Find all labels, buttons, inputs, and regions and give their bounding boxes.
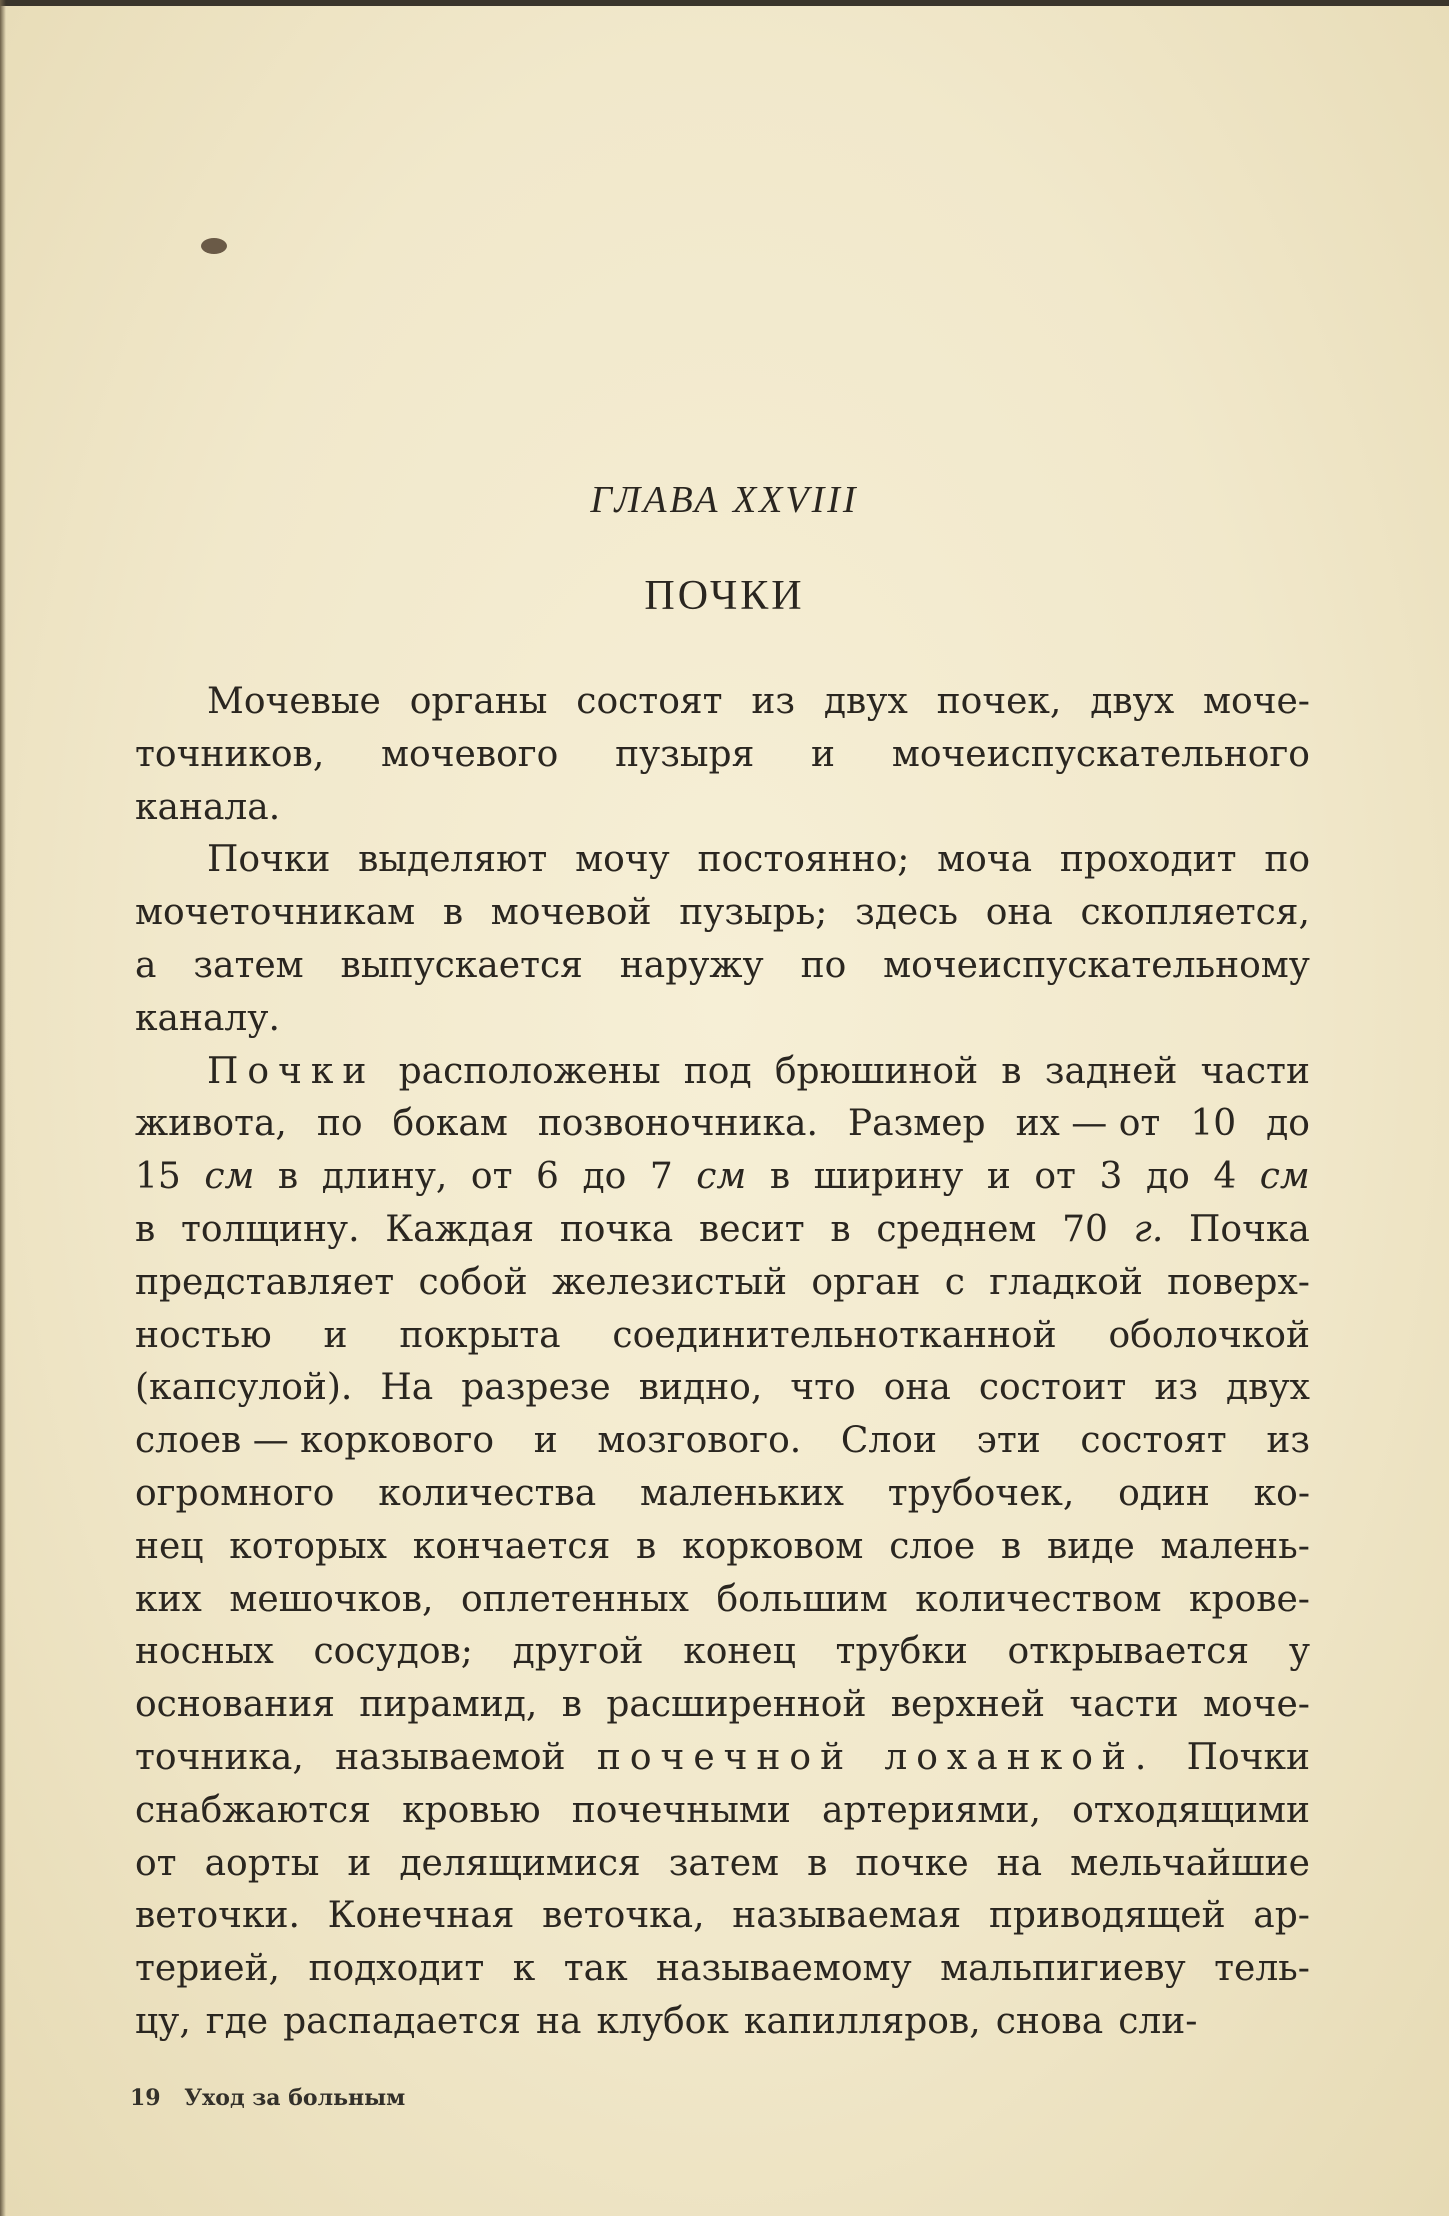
text-line	[135, 1732, 1310, 1785]
text-line	[135, 1838, 1310, 1891]
word: длину,	[321, 1156, 448, 1198]
paragraph	[135, 676, 1310, 834]
word: мельчайшие	[1070, 1842, 1310, 1884]
word: задней	[1044, 1050, 1178, 1092]
text-line	[135, 1890, 1310, 1943]
word: от	[470, 1156, 513, 1198]
word: позвоночника.	[537, 1103, 818, 1145]
word: мочеиспускательного	[891, 733, 1310, 775]
word: см	[204, 1156, 255, 1198]
page-left-edge-shadow	[0, 0, 6, 2216]
word: 6	[536, 1156, 559, 1198]
word: в	[277, 1156, 299, 1198]
word: из	[1266, 1420, 1310, 1462]
word: видно,	[638, 1367, 763, 1409]
text-line	[135, 1204, 1310, 1257]
word: мальпигиеву	[940, 1948, 1186, 1990]
word: части	[1200, 1050, 1310, 1092]
word: где	[205, 2000, 269, 2042]
text-line	[135, 1679, 1310, 1732]
word: из	[751, 681, 796, 722]
word: пирамид,	[359, 1684, 538, 1726]
word: капилляров,	[743, 2000, 981, 2042]
text-line	[135, 1521, 1310, 1574]
word: корковом	[682, 1525, 864, 1567]
word: брюшиной	[774, 1050, 979, 1092]
word: до	[582, 1156, 627, 1198]
text-line	[135, 676, 1310, 729]
word: весит	[698, 1208, 805, 1250]
word: органы	[409, 681, 548, 722]
word: мочеиспускательному	[883, 944, 1310, 986]
word: количества	[378, 1472, 597, 1514]
word: моче-	[1203, 681, 1310, 722]
ink-spot	[201, 238, 227, 254]
body-text	[135, 676, 1310, 2049]
word: клубок	[596, 2000, 729, 2042]
word: Каждая	[385, 1208, 535, 1250]
word: с	[944, 1261, 965, 1303]
text-line	[135, 1257, 1310, 1310]
word: на	[996, 1842, 1043, 1884]
word: кончается	[412, 1525, 611, 1567]
word: подходит	[308, 1948, 485, 1990]
text-line	[135, 1151, 1310, 1204]
word: конец	[683, 1631, 796, 1673]
word: мешочков,	[229, 1578, 434, 1620]
word: ар-	[1253, 1895, 1310, 1937]
word: трубочек,	[887, 1472, 1075, 1514]
word: каналу.	[135, 997, 280, 1039]
word: скопляется,	[1080, 892, 1310, 934]
word: почечными	[571, 1789, 791, 1831]
text-line	[135, 834, 1310, 887]
word: оплетенных	[460, 1578, 689, 1620]
word: 15	[135, 1156, 181, 1198]
word: почечной	[596, 1736, 854, 1778]
word: аорты	[204, 1842, 320, 1884]
word: терией,	[135, 1948, 281, 1990]
word: ко-	[1253, 1472, 1310, 1514]
word: поверх-	[1167, 1261, 1310, 1303]
word: в	[830, 1208, 851, 1250]
text-line	[135, 993, 1310, 1046]
word: в	[561, 1684, 582, 1726]
word: слое	[889, 1525, 976, 1567]
word: и	[347, 1842, 372, 1884]
word: почка	[559, 1208, 674, 1250]
word: она	[985, 892, 1053, 934]
chapter-title: ПОЧКИ	[644, 573, 805, 619]
word: пузырь;	[679, 892, 828, 934]
word: до	[1266, 1103, 1310, 1145]
word: см	[1259, 1156, 1310, 1198]
word: живота,	[135, 1103, 287, 1145]
text-line	[135, 1574, 1310, 1627]
word: гладкой	[989, 1261, 1143, 1303]
text-line	[135, 1468, 1310, 1521]
word: Почки	[207, 1050, 376, 1092]
word: двух	[1226, 1367, 1310, 1409]
paragraph	[135, 1046, 1310, 2049]
word: от	[135, 1842, 177, 1884]
word: моча	[937, 839, 1033, 881]
text-line	[135, 1310, 1310, 1363]
word: ких	[135, 1578, 202, 1620]
text-line	[135, 1415, 1310, 1468]
word: трубки	[835, 1631, 968, 1673]
word: среднем	[876, 1208, 1037, 1250]
word: 4	[1213, 1156, 1237, 1198]
word: На	[380, 1367, 434, 1409]
text-line	[135, 782, 1310, 835]
word: по	[316, 1103, 363, 1145]
word: покрыта	[399, 1314, 561, 1356]
word: их — от	[1015, 1103, 1161, 1145]
word: открывается	[1007, 1631, 1250, 1673]
word: распадается	[283, 2000, 521, 2042]
word: затем	[668, 1842, 780, 1884]
book-title: Уход за больным	[184, 2085, 406, 2111]
word: в	[442, 892, 464, 934]
word: снова	[995, 2000, 1104, 2042]
text-line	[135, 1046, 1310, 1099]
page-top-edge	[0, 0, 1449, 6]
word: основания	[135, 1684, 335, 1726]
word: в	[769, 1156, 791, 1198]
word: Почки	[207, 839, 331, 881]
word: состоят	[576, 681, 723, 722]
word: двух	[823, 681, 908, 722]
word: маленьких	[639, 1472, 844, 1514]
word: постоянно;	[697, 839, 910, 881]
word: так	[563, 1948, 628, 1990]
word: в	[135, 1208, 156, 1250]
text-line	[135, 940, 1310, 993]
word: 3	[1099, 1156, 1123, 1198]
word: по	[1264, 839, 1310, 881]
word: артериями,	[822, 1789, 1041, 1831]
word: и	[533, 1420, 558, 1462]
word: толщину.	[181, 1208, 360, 1250]
text-line	[135, 887, 1310, 940]
word: эти	[976, 1420, 1041, 1462]
word: состоят	[1080, 1420, 1227, 1462]
word: части	[1069, 1684, 1179, 1726]
word: почке	[855, 1842, 969, 1884]
word: сли-	[1118, 2000, 1198, 2042]
word: к	[512, 1948, 536, 1990]
word: в	[636, 1525, 657, 1567]
word: орган	[811, 1261, 921, 1303]
word: Почка	[1189, 1208, 1310, 1250]
word: делящимися	[399, 1842, 641, 1884]
word: пузыря	[615, 733, 755, 775]
word: двух	[1090, 681, 1175, 722]
word: и	[323, 1314, 348, 1356]
word: веточки.	[135, 1895, 300, 1937]
word: (капсулой).	[135, 1367, 353, 1409]
word: и	[986, 1156, 1011, 1198]
word: огромного	[135, 1472, 335, 1514]
word: точников,	[135, 733, 325, 775]
word: моче-	[1203, 1684, 1310, 1726]
word: выпускается	[340, 944, 583, 986]
word: мочевого	[381, 733, 559, 775]
word: из	[1154, 1367, 1198, 1409]
word: Почки	[1186, 1736, 1310, 1778]
word: кровью	[402, 1789, 541, 1831]
word: веточка,	[542, 1895, 705, 1937]
word: наружу	[619, 944, 764, 986]
word: Мочевые	[207, 681, 381, 722]
word: мочу	[575, 839, 670, 881]
text-line	[135, 729, 1310, 782]
word: нец	[135, 1525, 204, 1567]
word: мочевой	[490, 892, 652, 934]
word: затем	[193, 944, 304, 986]
text-line	[135, 1996, 1310, 2049]
word: соединительнотканной	[612, 1314, 1057, 1356]
word: которых	[229, 1525, 387, 1567]
word: в	[1000, 1525, 1022, 1567]
word: а	[135, 944, 157, 986]
text-line	[135, 1362, 1310, 1415]
word: по	[800, 944, 847, 986]
word: расширенной	[606, 1684, 867, 1726]
word: 10	[1190, 1103, 1237, 1145]
word: до	[1145, 1156, 1190, 1198]
word: ширину	[813, 1156, 964, 1198]
text-line	[135, 1943, 1310, 1996]
signature-mark: 19	[130, 2085, 161, 2111]
word: и	[811, 733, 836, 775]
word: сосудов;	[313, 1631, 473, 1673]
word: канала.	[135, 786, 281, 828]
word: расположены	[398, 1050, 661, 1092]
word: что	[790, 1367, 856, 1409]
word: малень-	[1160, 1525, 1310, 1567]
word: один	[1118, 1472, 1210, 1514]
word: в	[1001, 1050, 1022, 1092]
word: тель-	[1214, 1948, 1310, 1990]
word: в	[807, 1842, 828, 1884]
word: лоханкой.	[884, 1736, 1156, 1778]
word: верхней	[890, 1684, 1045, 1726]
word: от	[1034, 1156, 1076, 1198]
word: Конечная	[327, 1895, 515, 1937]
word: 70	[1062, 1208, 1108, 1250]
word: 7	[649, 1156, 673, 1198]
word: выделяют	[358, 839, 548, 881]
word: проходит	[1059, 839, 1237, 881]
word: количеством	[915, 1578, 1162, 1620]
word: отходящими	[1072, 1789, 1310, 1831]
chapter-label: ГЛАВА XXVIII	[590, 479, 859, 521]
word: оболочкой	[1108, 1314, 1310, 1356]
word: большим	[716, 1578, 888, 1620]
word: собой	[418, 1261, 528, 1303]
word: ностью	[135, 1314, 272, 1356]
word: почек,	[936, 681, 1062, 722]
word: виде	[1047, 1525, 1135, 1567]
word: цу,	[135, 2000, 191, 2042]
word: у	[1288, 1631, 1310, 1673]
word: называемая	[732, 1895, 962, 1937]
word: бокам	[392, 1103, 508, 1145]
word: крове-	[1188, 1578, 1310, 1620]
word: под	[683, 1050, 752, 1092]
word: приводящей	[988, 1895, 1226, 1937]
word: точника,	[135, 1736, 304, 1778]
word: слоев — коркового	[135, 1420, 495, 1462]
word: здесь	[855, 892, 958, 934]
word: снабжаются	[135, 1789, 372, 1831]
word: она	[883, 1367, 951, 1409]
word: г.	[1133, 1208, 1164, 1250]
paragraph	[135, 834, 1310, 1045]
text-line	[135, 1098, 1310, 1151]
page-footer	[130, 2085, 405, 2111]
text-line	[135, 1626, 1310, 1679]
word: см	[696, 1156, 747, 1198]
word: называемому	[656, 1948, 912, 1990]
word: Слои	[840, 1420, 937, 1462]
word: на	[535, 2000, 582, 2042]
word: Размер	[847, 1103, 986, 1145]
word: называемой	[335, 1736, 566, 1778]
word: железистый	[552, 1261, 787, 1303]
word: состоит	[978, 1367, 1127, 1409]
word: мочеточникам	[135, 892, 416, 934]
text-line	[135, 1785, 1310, 1838]
word: носных	[135, 1631, 274, 1673]
word: разрезе	[461, 1367, 611, 1409]
word: другой	[512, 1631, 644, 1673]
word: представляет	[135, 1261, 395, 1303]
word: мозгового.	[597, 1420, 802, 1462]
